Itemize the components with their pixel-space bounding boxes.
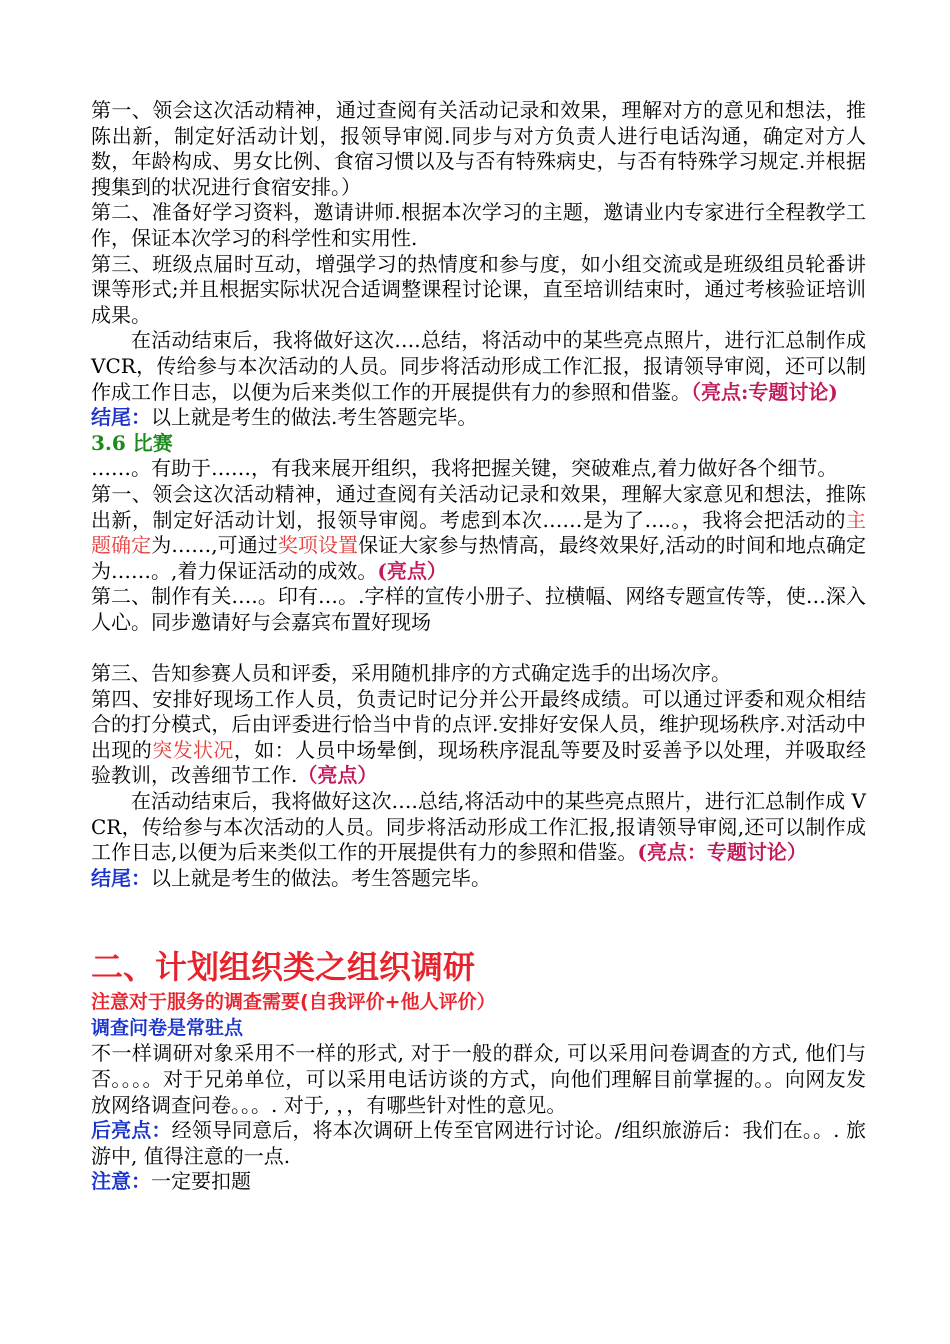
paragraph-s1-first: 第一、领会这次活动精神，通过查阅有关活动记录和效果，理解对方的意见和想法，推陈出新，制定好活动计划，报领导审阅.同步与对方负责人进行电话沟通，确定对方人数，年龄构成、男女比例、食宿习惯以及与否有特殊病史，与否有特殊学习规定.并根据搜集到的状况进行食宿安排。）	[91, 98, 866, 199]
keyword-emergency: 突发状况	[152, 737, 234, 762]
ending-label: 结尾：	[91, 865, 151, 890]
section-gap	[91, 891, 866, 945]
note-blue: 调查问卷是常驻点	[91, 1017, 244, 1040]
blank-line	[91, 635, 866, 661]
ending-label: 结尾：	[91, 405, 151, 430]
text-run: ，如：人员中场晕倒，现场秩序混乱等要及时妥善予以处理，并吸取经验教训，改善细节工作.	[91, 737, 867, 788]
keyword-award: 奖项设置	[277, 533, 359, 558]
paragraph-s2-fourth	[91, 687, 866, 789]
after-text: 经领导同意后，将本次调研上传至官网进行讨论。/组织旅游后：我们在。。. 旅游中, 值得注意的一点.	[91, 1118, 867, 1168]
chapter-title: 二、计划组织类之组织调研	[91, 948, 476, 987]
paragraph-s2-second: 第二、制作有关….。印有…。.字样的宣传小册子、拉横幅、网络专题宣传等，使…深入人心。同步邀请好与会嘉宾布置好现场	[91, 584, 866, 634]
paragraph-s3-body: 不一样调研对象采用不一样的形式, 对于一般的群众, 可以采用问卷调查的方式, 他们与否。。。。对于兄弟单位，可以采用电话访谈的方式，向他们理解目前掌握的。。向网友发放网络调查问卷。。。. 对于, ，，有哪些针对性的意见。	[91, 1041, 866, 1117]
summary-text: 在活动结束后，我将做好这次….总结，将活动中的某些亮点照片，进行汇总制作成 VCR，传给参与本次活动的人员。同步将活动形成工作汇报，报请领导审阅，还可以制作成工作日志，以便为后来类似工作的开展提供有力的参照和借鉴。	[91, 328, 866, 404]
ending-text: 以上就是考生的做法.考生答题完毕。	[151, 405, 478, 430]
paragraph-s2-ending	[91, 866, 866, 892]
document-page	[91, 98, 866, 1195]
highlight-note: (亮点：专题讨论）	[637, 840, 807, 865]
text-run: 第四、安排好现场工作人员，负责记时记分并公开最终成绩。可以通过评委和观众相结合的打分模式，后由评委进行恰当中肯的点评.安排好安保人员，维护现场秩序.对活动中出现的	[91, 686, 866, 762]
highlight-note: (亮点）	[377, 558, 447, 583]
highlight-note: （亮点）	[297, 763, 378, 788]
paragraph-s3-after	[91, 1118, 866, 1169]
paragraph-s1-second: 第二、准备好学习资料，邀请讲师.根据本次学习的主题，邀请业内专家进行全程教学工作，保证本次学习的科学性和实用性.	[91, 200, 866, 250]
paragraph-s3-note	[91, 1169, 866, 1195]
paragraph-s1-third: 第三、班级点届时互动，增强学习的热情度和参与度，如小组交流或是班级组员轮番讲课等形式;并且根据实际状况合适调整课程讨论课，直至培训结束时，通过考核验证培训成果。	[91, 251, 866, 327]
paragraph-s1-summary	[91, 328, 866, 405]
paragraph-s2-third: 第三、告知参赛人员和评委，采用随机排序的方式确定选手的出场次序。	[91, 661, 731, 686]
text-run: 为……,可通过	[151, 533, 278, 558]
text-run: 保证大家参与热情高，最终效果好,活动的时间和地点确定为……。,着力保证活动的成效。	[91, 533, 867, 583]
paragraph-s2-first	[91, 482, 866, 584]
paragraph-s1-ending	[91, 405, 866, 431]
summary-text: 在活动结束后，我将做好这次….总结,将活动中的某些亮点照片，进行汇总制作成 VCR，传给参与本次活动的人员。同步将活动形成工作汇报,报请领导审阅,还可以制作成工作日志,以便为后来类似工作的开展提供有力的参照和借鉴。	[91, 789, 866, 865]
section-heading-competition: 3.6 比赛	[91, 430, 173, 455]
keyword-theme: 主题确定	[91, 507, 866, 558]
after-label: 后亮点：	[91, 1118, 172, 1143]
text-run: 第一、领会这次活动精神，通过查阅有关活动记录和效果，理解大家意见和想法，推陈出新，制定好活动计划，报领导审阅。考虑到本次……是为了….。，我将会把活动的	[91, 481, 866, 532]
note-red: 注意对于服务的调查需要(自我评价+他人评价）	[91, 991, 496, 1014]
ending-text: 以上就是考生的做法。考生答题完毕。	[151, 865, 491, 890]
note-label: 注意：	[91, 1169, 151, 1194]
paragraph-s2-summary	[91, 789, 866, 866]
highlight-note: （亮点:专题讨论)	[691, 379, 838, 404]
note-text: 一定要扣题	[151, 1169, 251, 1194]
paragraph-s2-intro: ……。有助于……，有我来展开组织，我将把握关键，突破难点,着力做好各个细节。	[91, 456, 838, 481]
